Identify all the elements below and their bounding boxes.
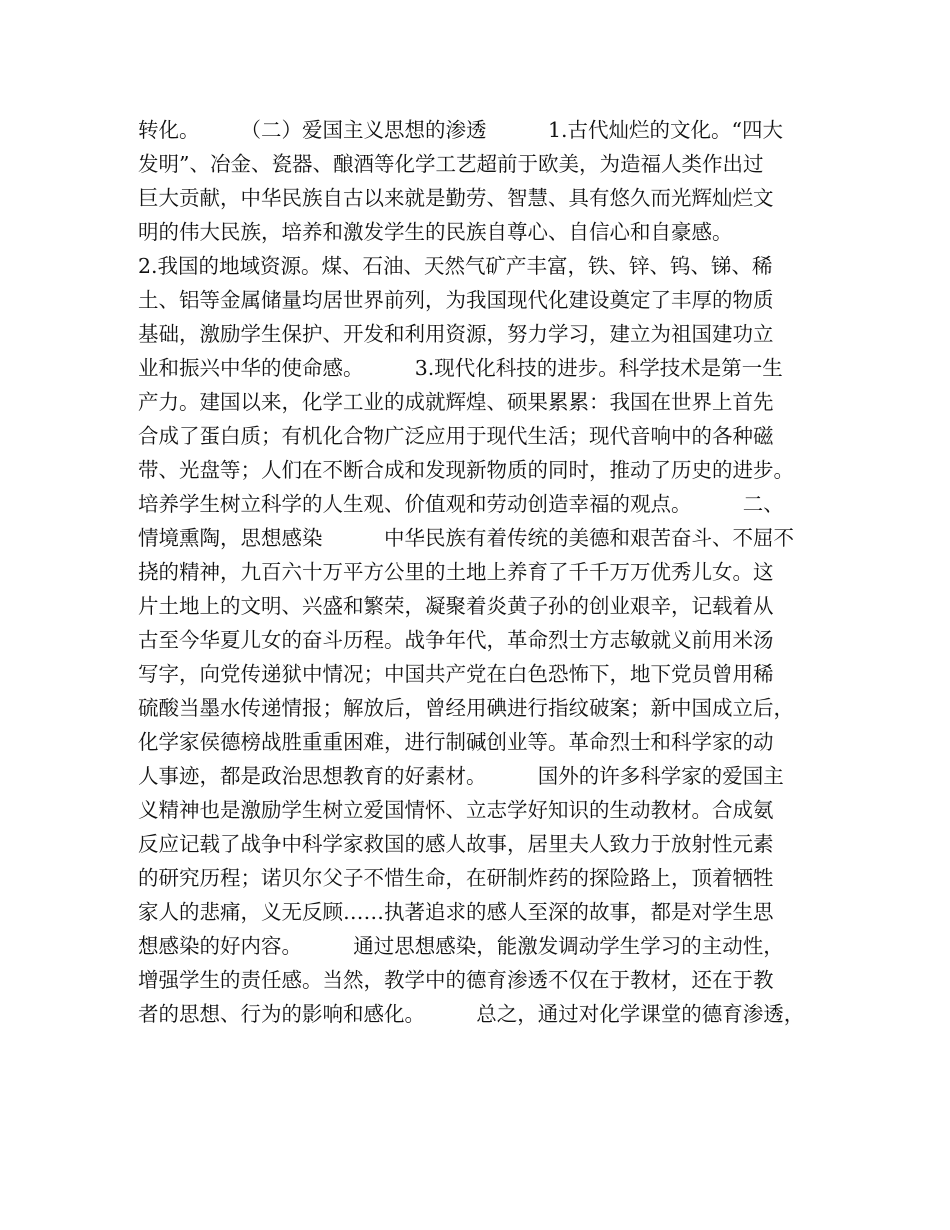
text-line: 的研究历程；诺贝尔父子不惜生命，在研制炸药的探险路上，顶着牺牲	[138, 866, 774, 890]
text-line: 古至今华夏儿女的奋斗历程。战争年代，革命烈士方志敏就义前用米汤	[138, 628, 774, 652]
text-line: 义精神也是激励学生树立爱国情怀、立志学好知识的生动教材。合成氨	[138, 798, 774, 822]
text-line: 化学家侯德榜战胜重重困难，进行制碱创业等。革命烈士和科学家的动	[138, 730, 774, 754]
text-line: 硫酸当墨水传递情报；解放后，曾经用碘进行指纹破案；新中国成立后，	[138, 696, 794, 720]
text-line: 带、光盘等；人们在不断合成和发现新物质的同时，推动了历史的进步。	[138, 458, 794, 482]
body-text	[138, 113, 828, 1031]
text-line: 基础，激励学生保护、开发和利用资源，努力学习，建立为祖国建功立	[138, 322, 774, 346]
text-line: 反应记载了战争中科学家救国的感人故事，居里夫人致力于放射性元素	[138, 832, 774, 856]
text-line: 者的思想、行为的影响和感化。 总之，通过对化学课堂的德育渗透，	[138, 1002, 805, 1026]
text-line: 合成了蛋白质；有机化合物广泛应用于现代生活；现代音响中的各种磁	[138, 424, 774, 448]
text-line: 片土地上的文明、兴盛和繁荣，凝聚着炎黄子孙的创业艰辛，记载着从	[138, 594, 774, 618]
text-line: 明的伟大民族，培养和激发学生的民族自尊心、自信心和自豪感。	[138, 220, 733, 244]
text-line: 想感染的好内容。 通过思想感染，能激发调动学生学习的主动性，	[138, 934, 784, 958]
text-line: 土、铝等金属储量均居世界前列，为我国现代化建设奠定了丰厚的物质	[138, 288, 774, 312]
text-line: 人事迹，都是政治思想教育的好素材。 国外的许多科学家的爱国主	[138, 764, 784, 788]
text-line: 2.我国的地域资源。煤、石油、天然气矿产丰富，铁、锌、钨、锑、稀	[138, 254, 773, 278]
text-line: 情境熏陶，思想感染 中华民族有着传统的美德和艰苦奋斗、不屈不	[138, 526, 794, 550]
text-line: 培养学生树立科学的人生观、价值观和劳动创造幸福的观点。 二、	[138, 492, 784, 516]
text-line: 转化。 （二）爱国主义思想的渗透 1.古代灿烂的文化。“四大	[138, 118, 784, 142]
text-line: 业和振兴中华的使命感。 3.现代化科技的进步。科学技术是第一生	[138, 356, 783, 380]
text-line: 增强学生的责任感。当然，教学中的德育渗透不仅在于教材，还在于教	[138, 968, 774, 992]
text-line: 写字，向党传递狱中情况；中国共产党在白色恐怖下，地下党员曾用稀	[138, 662, 774, 686]
text-line: 家人的悲痛，义无反顾……执著追求的感人至深的故事，都是对学生思	[138, 900, 774, 924]
text-line: 巨大贡献，中华民族自古以来就是勤劳、智慧、具有悠久而光辉灿烂文	[138, 186, 774, 210]
text-line: 挠的精神，九百六十万平方公里的土地上养育了千千万万优秀儿女。这	[138, 560, 774, 584]
text-line: 产力。建国以来，化学工业的成就辉煌、硕果累累：我国在世界上首先	[138, 390, 774, 414]
text-line: 发明”、冶金、瓷器、酿酒等化学工艺超前于欧美，为造福人类作出过	[138, 152, 764, 176]
